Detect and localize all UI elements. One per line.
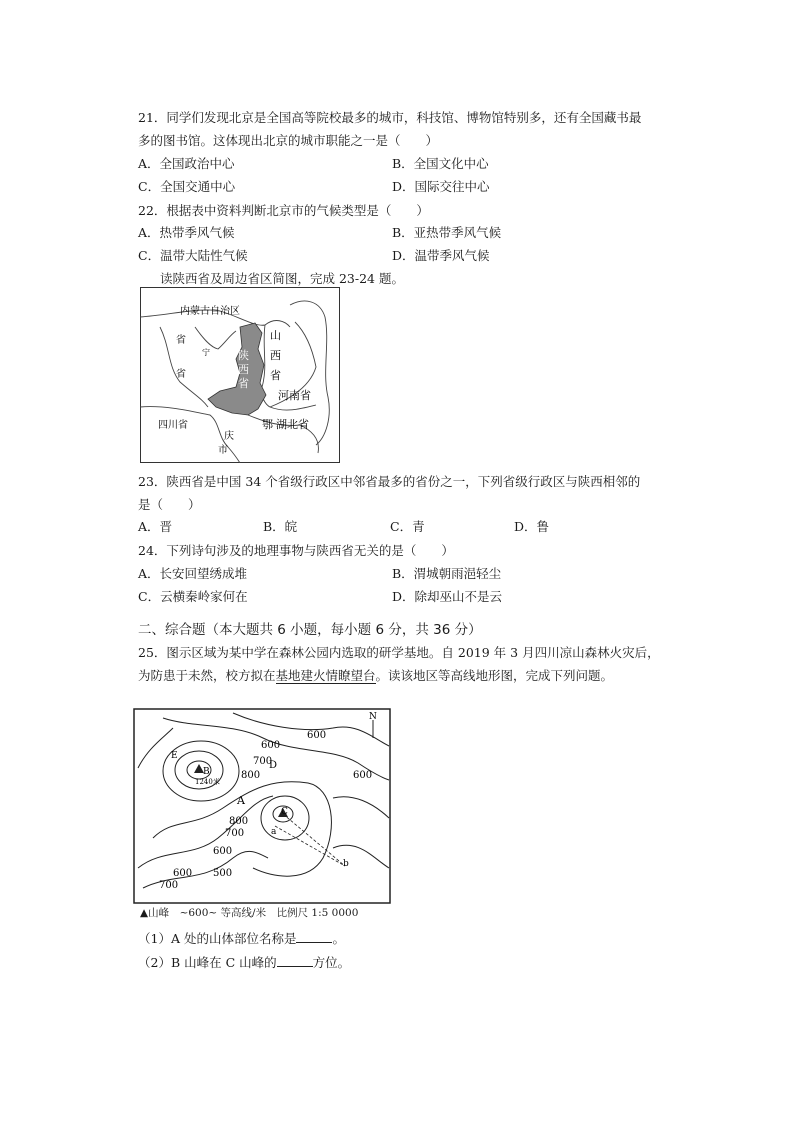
q24-option-d: D．除却巫山不是云 [392, 589, 503, 604]
contour-600-top: 600 [307, 730, 327, 741]
q25-sub1-end: 。 [332, 931, 345, 946]
label-chongqing-1: 庆 [224, 431, 234, 442]
q21-option-d: D．国际交往中心 [392, 179, 490, 194]
contour-600-left: 600 [213, 846, 233, 857]
q25-stem-line1: 25．图示区域为某中学在森林公园内选取的研学基地。自 2019 年 3 月四川凉山森林火灾后， [138, 645, 660, 660]
point-a-label: A [237, 794, 245, 807]
q22-option-d: D．温带季风气候 [392, 248, 490, 263]
q25-sub1-blank[interactable] [296, 942, 332, 943]
q25-sub1-text: （1）A 处的山体部位名称是 [138, 931, 297, 946]
contour-600-top-b: 600 [261, 740, 281, 751]
q23-stem-line1: 23．陕西省是中国 34 个省级行政区中邻省最多的省份之一，下列省级行政区与陕西相邻的 [138, 474, 641, 489]
q22-option-b: B．亚热带季风气候 [392, 225, 502, 240]
q23-option-d: D．鲁 [514, 519, 550, 534]
contour-800-top: 800 [241, 770, 261, 781]
contour-500: 500 [213, 868, 233, 879]
q23-option-a: A．晋 [138, 519, 173, 534]
label-ningxia: 宁 [202, 348, 210, 357]
q22-stem: 22．根据表中资料判断北京市的气候类型是（ ） [138, 203, 429, 218]
q25-stem-line2 [138, 668, 613, 684]
province-map [140, 287, 340, 463]
q25-sub2-end: 方位。 [312, 955, 351, 970]
boundary-ningxia [195, 327, 236, 349]
section-2-heading: 二、综合题（本大题共 6 小题，每小题 6 分，共 36 分） [138, 622, 482, 638]
q23-option-c: C．青 [390, 519, 425, 534]
q24-option-a: A．长安回望绣成堆 [138, 566, 248, 581]
label-shaanxi-2: 西 [238, 363, 249, 376]
label-henan: 河南省 [278, 389, 311, 402]
label-chongqing-2: 市 [218, 445, 228, 456]
q24-stem: 24．下列诗句涉及的地理事物与陕西省无关的是（ ） [138, 543, 454, 558]
q25-sub1 [138, 931, 345, 947]
q25-line2-post: 。读该地区等高线地形图，完成下列问题。 [375, 668, 614, 683]
label-shaanxi-1: 陕 [238, 349, 249, 362]
point-a-lower-label: a [271, 827, 277, 837]
q21-option-a: A．全国政治中心 [138, 156, 235, 171]
q21-option-c: C．全国交通中心 [138, 179, 236, 194]
q24-option-c: C．云横秦岭家何在 [138, 589, 248, 604]
q24-option-b: B．渭城朝雨浥轻尘 [392, 566, 502, 581]
label-neimenggu: 内蒙古自治区 [180, 306, 240, 317]
label-gansu-2: 省 [176, 369, 186, 380]
label-hubei: 湖北省 [276, 418, 309, 431]
contour-map [133, 708, 391, 904]
q23-option-b: B．皖 [263, 519, 298, 534]
q21-stem-line1: 21．同学们发现北京是全国高等院校最多的城市，科技馆、博物馆特别多，还有全国藏书最 [138, 110, 642, 125]
contour-600-right: 600 [353, 770, 373, 781]
map-intro: 读陕西省及周边省区简图，完成 23-24 题。 [160, 271, 404, 286]
q25-sub2-text: （2）B 山峰在 C 山峰的 [138, 955, 277, 970]
label-shanxi-1: 山 [270, 329, 281, 342]
contour-800-mid: 800 [229, 816, 249, 827]
q25-line2-underlined: 基地建火情瞭望台 [275, 668, 376, 683]
point-b-lower-label: b [343, 859, 349, 869]
label-shanxi-3: 省 [270, 369, 281, 382]
contour-700-mid: 700 [225, 828, 245, 839]
q25-line2-pre: 为防患于未然，校方拟在 [138, 668, 276, 683]
label-shanxi-2: 西 [270, 349, 281, 362]
north-label: N [369, 712, 377, 722]
point-c-label: C [281, 807, 288, 817]
q25-sub2 [138, 955, 350, 971]
label-shaanxi-3: 省 [238, 377, 249, 390]
boundary-henan [270, 405, 316, 410]
contour-legend: ▲山峰 ~600~ 等高线/米 比例尺 1:5 0000 [140, 907, 359, 919]
point-d-label: D [269, 760, 278, 771]
q21-option-b: B．全国文化中心 [392, 156, 489, 171]
shaanxi-region [208, 323, 266, 415]
label-gansu-1: 省 [176, 335, 186, 346]
peak-height-label: 1240米 [195, 778, 220, 786]
q22-option-c: C．温带大陆性气候 [138, 248, 248, 263]
q23-stem-line2: 是（ ） [138, 497, 201, 512]
contour-700-bl: 700 [159, 880, 179, 891]
point-e-label: E [171, 751, 178, 761]
q22-option-a: A．热带季风气候 [138, 225, 235, 240]
label-hubei-e: 鄂 [262, 418, 273, 431]
label-sichuan: 四川省 [158, 420, 188, 431]
point-b-label: B [203, 767, 210, 777]
contour-600-bl: 600 [173, 868, 193, 879]
q21-stem-line2: 多的图书馆。这体现出北京的城市职能之一是（ ） [138, 133, 439, 148]
q25-sub2-blank[interactable] [277, 966, 313, 967]
contour-700-top: 700 [253, 756, 273, 767]
